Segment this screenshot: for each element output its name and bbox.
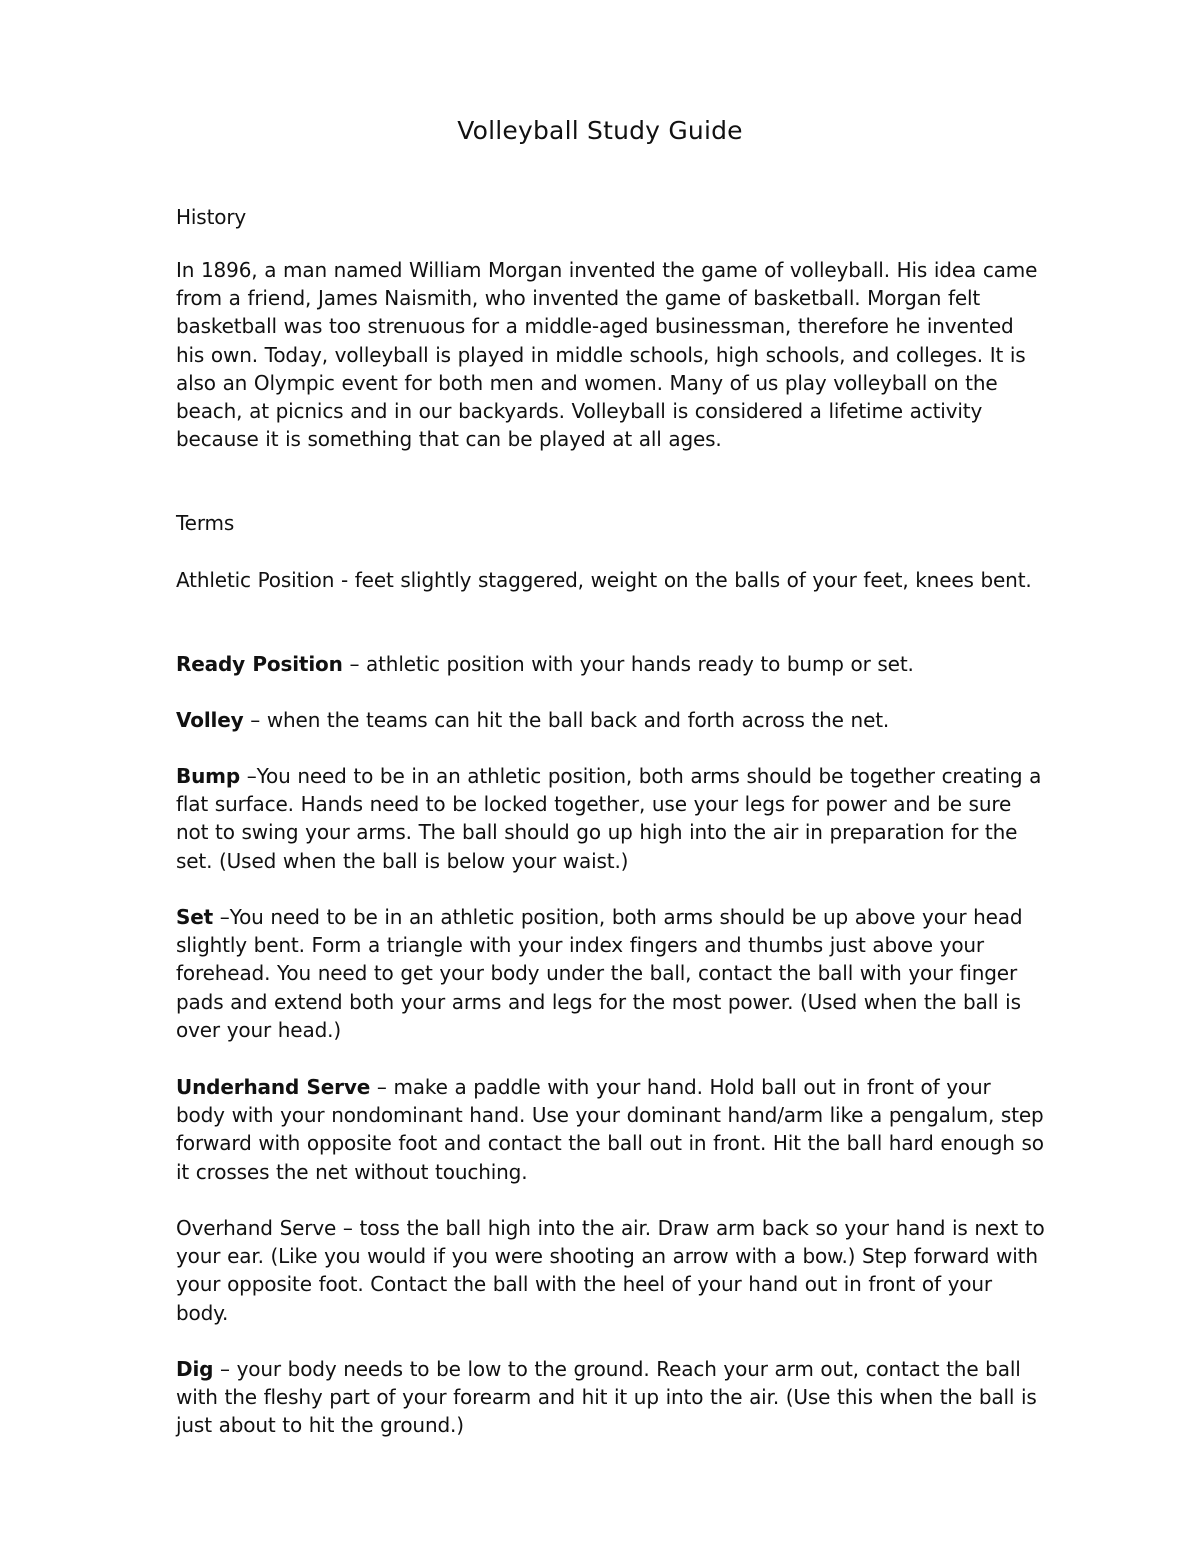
term-bump [176, 762, 1046, 875]
term-set [176, 903, 1046, 1044]
term-label: Dig [176, 1357, 214, 1381]
term-label: Set [176, 905, 214, 929]
term-definition: You need to be in an athletic position, both arms should be up above your head slightly bent. Form a triangle with your index fingers and thumbs just above your forehead. You need to get your body under the ball, contact the ball with your finger pads and extend both your arms and legs for the most power. (Used when the ball is over your head.) [176, 905, 1023, 1042]
history-paragraph-text: In 1896, a man named William Morgan invented the game of volleyball. His idea came from a friend, James Naismith, who invented the game of basketball. Morgan felt basketball was too strenuous for a middle-aged businessman, therefore he invented his own. Today, volleyball is played in middle schools, high schools, and colleges. It is also an Olympic event for both men and women. Many of us play volleyball on the beach, at picnics and in our backyards. Volleyball is considered a lifetime activity because it is something that can be played at all ages. [176, 258, 1038, 452]
history-paragraph [176, 256, 1046, 453]
term-definition: athletic position with your hands ready to bump or set. [366, 652, 914, 676]
term-separator: – [370, 1075, 394, 1099]
term-ready-position [176, 650, 1046, 678]
term-separator: – [243, 708, 267, 732]
term-definition: your body needs to be low to the ground. Reach your arm out, contact the ball with the fleshy part of your forearm and hit it up into the air. (Use this when the ball is just about to hit the ground.) [176, 1357, 1037, 1438]
term-definition: feet slightly staggered, weight on the balls of your feet, knees bent. [354, 568, 1032, 592]
document-title: Volleyball Study Guide [457, 116, 743, 145]
terms-heading: Terms [176, 511, 235, 535]
term-underhand-serve [176, 1073, 1046, 1186]
term-separator: – [336, 1216, 360, 1240]
history-heading: History [176, 205, 247, 229]
term-label: Underhand Serve [176, 1075, 371, 1099]
term-separator: – [342, 652, 366, 676]
term-dig [176, 1355, 1046, 1440]
term-overhand-serve [176, 1214, 1046, 1327]
term-label: Bump [176, 764, 241, 788]
term-separator: – [213, 905, 230, 929]
term-definition: make a paddle with your hand. Hold ball out in front of your body with your nondominant hand. Use your dominant hand/arm like a pengalum, step forward with opposite foot and contact the ball out in front. Hit the ball hard enough so it crosses the net without touching. [176, 1075, 1044, 1184]
term-volley [176, 706, 1046, 734]
term-label: Volley [176, 708, 244, 732]
term-definition: toss the ball high into the air. Draw arm back so your hand is next to your ear. (Like you would if you were shooting an arrow with a bow.) Step forward with your opposite foot. Contact the ball with the heel of your hand out in front of your body. [176, 1216, 1045, 1325]
term-definition: when the teams can hit the ball back and forth across the net. [266, 708, 890, 732]
term-label: Athletic Position [176, 568, 335, 592]
term-separator: – [213, 1357, 237, 1381]
term-separator: – [240, 764, 257, 788]
term-label: Overhand Serve [176, 1216, 337, 1240]
term-definition: You need to be in an athletic position, both arms should be together creating a flat surface. Hands need to be locked together, use your legs for power and be sure not to swing your arms. The ball should go up high into the air in preparation for the set. (Used when the ball is below your waist.) [176, 764, 1042, 873]
term-separator: - [334, 568, 355, 592]
term-label: Ready Position [176, 652, 343, 676]
term-athletic-position [176, 566, 1046, 594]
